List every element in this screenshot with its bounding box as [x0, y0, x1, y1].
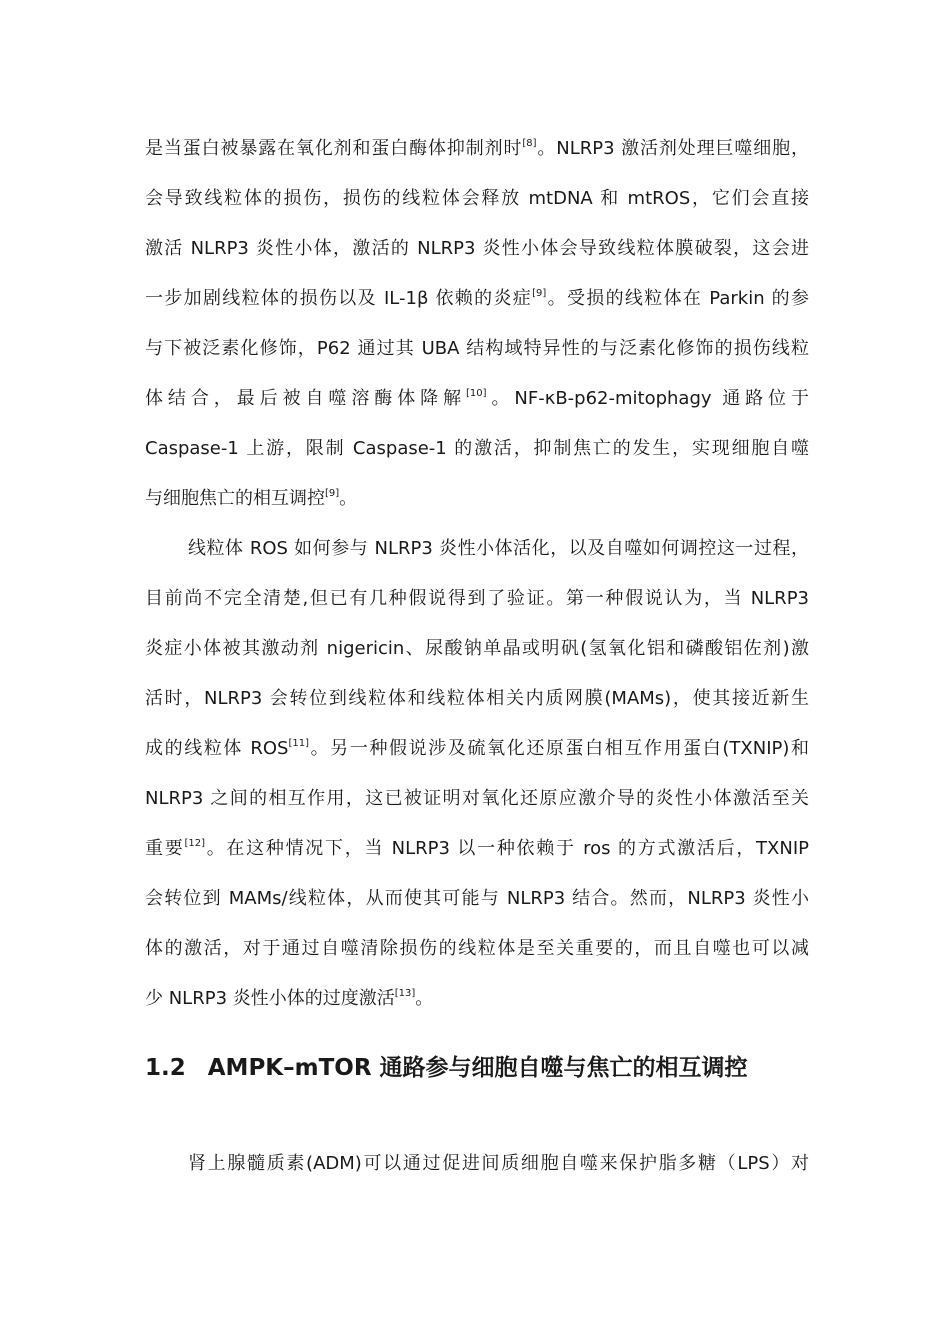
paragraph-line [145, 787, 809, 811]
text-run: 与细胞焦亡的相互调控 [145, 488, 325, 509]
paragraph-line [145, 737, 809, 761]
paragraph-line [145, 637, 809, 661]
text-run: 重要 [145, 838, 185, 859]
section-number: 1.2 [145, 1055, 186, 1081]
text-run: 线粒体 ROS 如何参与 NLRP3 炎性小体活化，以及自噬如何调控这一过程， [188, 538, 809, 559]
paragraph-line [145, 287, 809, 311]
paragraph-line [145, 487, 809, 511]
citation-ref: [9] [325, 488, 340, 499]
citation-ref: [8] [522, 138, 537, 149]
paragraph-line [145, 337, 809, 361]
text-run: 少 NLRP3 炎性小体的过度激活 [145, 988, 395, 1009]
paragraph-line [145, 837, 809, 861]
text-run: 。 [339, 488, 358, 509]
paragraph-line [188, 1152, 809, 1176]
text-run: 目前尚不完全清楚,但已有几种假说得到了验证。第一种假说认为，当 NLRP3 [145, 588, 809, 609]
text-run: 。NF-κB-p62-mitophagy 通路位于 [486, 388, 809, 409]
text-run: 。另一种假说涉及硫氧化还原蛋白相互作用蛋白(TXNIP)和 [309, 738, 810, 759]
text-run: 肾上腺髓质素(ADM)可以通过促进间质细胞自噬来保护脂多糖（LPS）对 [188, 1153, 809, 1174]
text-run: Caspase-1 上游，限制 Caspase-1 的激活，抑制焦亡的发生，实现细胞自噬 [145, 438, 809, 459]
section-title: AMPK–mTOR 通路参与细胞自噬与焦亡的相互调控 [207, 1055, 748, 1081]
text-run: 。NLRP3 激活剂处理巨噬细胞， [536, 138, 809, 159]
paragraph-line [145, 887, 809, 911]
paragraph-line [145, 187, 809, 211]
text-run: 成的线粒体 ROS [145, 738, 289, 759]
text-run: 炎症小体被其激动剂 nigericin、尿酸钠单晶或明矾(氢氧化铝和磷酸铝佐剂)激 [145, 638, 809, 659]
text-run: NLRP3 之间的相互作用，这已被证明对氧化还原应激介导的炎性小体激活至关 [145, 788, 809, 809]
citation-ref: [9] [532, 288, 547, 299]
section-heading [145, 1052, 748, 1084]
paragraph-line [145, 237, 809, 261]
text-run: 体的激活，对于通过自噬清除损伤的线粒体是至关重要的，而且自噬也可以减 [145, 938, 809, 959]
citation-ref: [11] [288, 738, 310, 749]
citation-ref: [10] [466, 388, 487, 399]
paragraph-line [145, 587, 809, 611]
paragraph-line [145, 387, 809, 411]
paragraph-line [145, 987, 809, 1011]
text-run: 会导致线粒体的损伤，损伤的线粒体会释放 mtDNA 和 mtROS，它们会直接 [145, 188, 809, 209]
text-run: 。受损的线粒体在 Parkin 的参 [546, 288, 809, 309]
text-run: 与下被泛素化修饰，P62 通过其 UBA 结构域特异性的与泛素化修饰的损伤线粒 [145, 338, 809, 359]
text-run: 一步加剧线粒体的损伤以及 IL-1β 依赖的炎症 [145, 288, 533, 309]
paragraph-line [145, 937, 809, 961]
paragraph-line [145, 687, 809, 711]
text-run: 活时，NLRP3 会转位到线粒体和线粒体相关内质网膜(MAMs)，使其接近新生 [145, 688, 809, 709]
text-run: 激活 NLRP3 炎性小体，激活的 NLRP3 炎性小体会导致线粒体膜破裂，这会进 [145, 238, 809, 259]
text-run: 。在这种情况下，当 NLRP3 以一种依赖于 ros 的方式激活后，TXNIP [204, 838, 810, 859]
paragraph-line [188, 537, 809, 561]
citation-ref: [12] [184, 838, 205, 849]
text-run: 会转位到 MAMs/线粒体，从而使其可能与 NLRP3 结合。然而，NLRP3 炎性小 [145, 888, 809, 909]
text-run: 。 [415, 988, 434, 1009]
citation-ref: [13] [394, 988, 416, 999]
paragraph-line [145, 437, 809, 461]
paragraph-line [145, 137, 809, 161]
text-run: 是当蛋白被暴露在氧化剂和蛋白酶体抑制剂时 [145, 138, 523, 159]
text-run: 体结合，最后被自噬溶酶体降解 [145, 388, 467, 409]
